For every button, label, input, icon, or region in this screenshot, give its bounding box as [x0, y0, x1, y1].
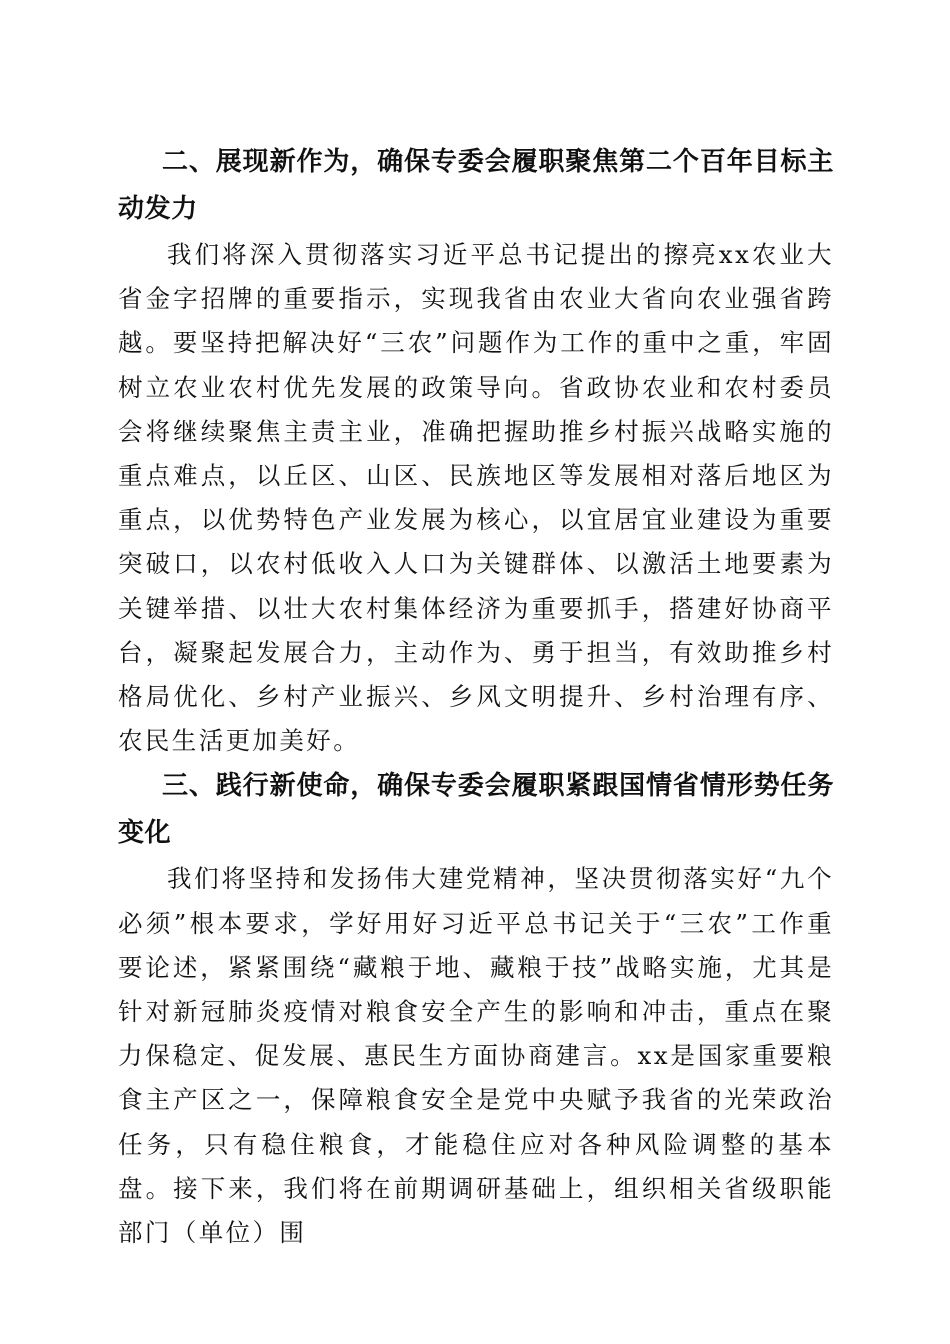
- section-2-heading: 二、展现新作为，确保专委会履职聚焦第二个百年目标主动发力: [118, 147, 834, 224]
- section-2-paragraph: 我们将深入贯彻落实习近平总书记提出的擦亮xx农业大省金字招牌的重要指示，实现我省由农业大省向农业强省跨越。要坚持把解决好“三农”问题作为工作的重中之重，牢固树立农业农村优先发展的政策导向。省政协农业和农村委员会将继续聚焦主责主业，准确把握助推乡村振兴战略实施的重点难点，以丘区、山区、民族地区等发展相对落后地区为重点，以优势特色产业发展为核心，以宜居宜业建设为重要突破口，以农村低收入人口为关键群体、以激活土地要素为关键举措、以壮大农村集体经济为重要抓手，搭建好协商平台，凝聚起发展合力，主动作为、勇于担当，有效助推乡村格局优化、乡村产业振兴、乡风文明提升、乡村治理有序、农民生活更加美好。: [118, 240, 834, 756]
- document-body: [118, 139, 834, 1255]
- section-3-heading: 三、践行新使命，确保专委会履职紧跟国情省情形势任务变化: [118, 771, 834, 849]
- section-3-paragraph: 我们将坚持和发扬伟大建党精神，坚决贯彻落实好“九个必须”根本要求，学好用好习近平总书记关于“三农”工作重要论述，紧紧围绕“藏粮于地、藏粮于技”战略实施，尤其是针对新冠肺炎疫情对粮食安全产生的影响和冲击，重点在聚力保稳定、促发展、惠民生方面协商建言。xx是国家重要粮食主产区之一，保障粮食安全是党中央赋予我省的光荣政治任务，只有稳住粮食，才能稳住应对各种风险调整的基本盘。接下来，我们将在前期调研基础上，组织相关省级职能部门（单位）围: [118, 864, 834, 1248]
